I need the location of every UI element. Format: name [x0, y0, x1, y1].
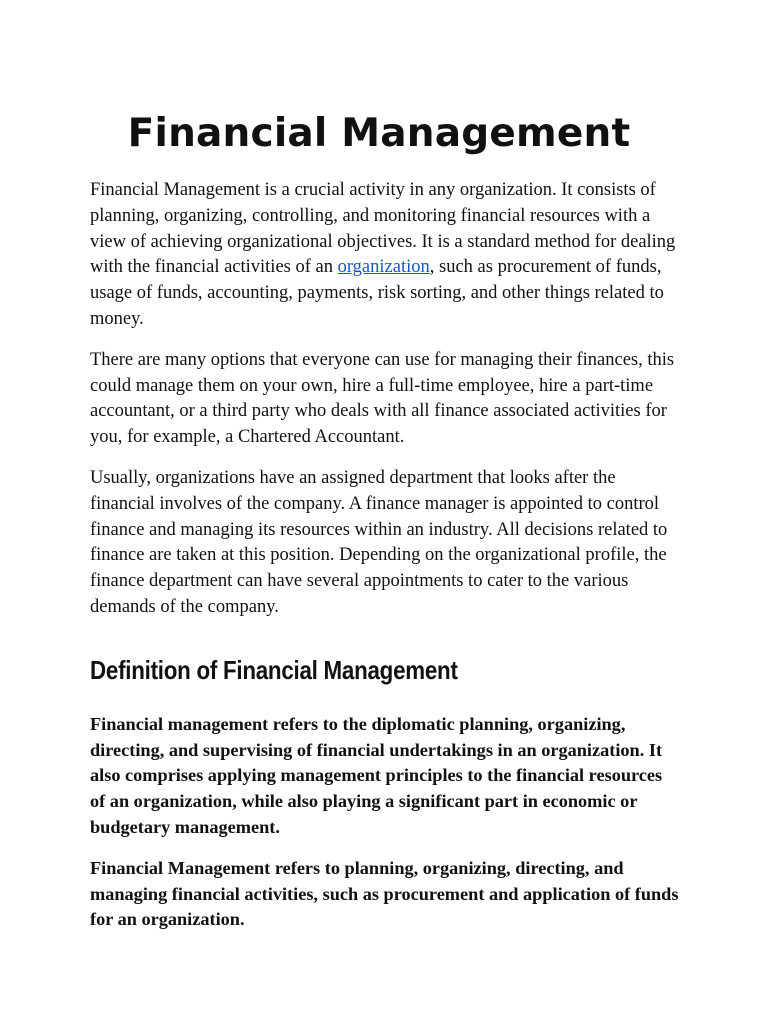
intro-paragraph [90, 178, 680, 333]
department-paragraph: Usually, organizations have an assigned department that looks after the financial involves of the company. A finance manager is appointed to control finance and managing its resources within an industry. All decisions related to finance are taken at this position. Depending on the organizational profile, the finance department can have several appointments to cater to the various demands of the company. [90, 467, 668, 617]
intro-text-before-link: Financial Management is a crucial activity in any organization. It consists of planning, organizing, controlling, and monitoring financial resources with a view of achieving organizational objectives. It is a standard method for dealing with the financial activities of an [90, 180, 676, 278]
definition-paragraph-2: Financial Management refers to planning, organizing, directing, and managing financial activities, such as procurement and application of funds for an organization. [90, 857, 679, 930]
page-title: Financial Management [127, 111, 631, 156]
intro-text-after-link: , such as procurement of funds, usage of funds, accounting, payments, risk sorting, and other things related to money. [90, 257, 664, 329]
definition-paragraph-1: Financial management refers to the diplomatic planning, organizing, directing, and supervising of financial undertakings in an organization. It also comprises applying management principles to the financial resources of an organization, while also playing a significant part in economic or budgetary management. [90, 713, 663, 837]
organization-link[interactable]: organization [337, 257, 430, 278]
section-heading: Definition of Financial Management [90, 654, 458, 685]
document-page [90, 0, 680, 933]
options-paragraph: There are many options that everyone can use for managing their finances, this could manage them on your own, hire a full-time employee, hire a part-time accountant, or a third party who deals with all finance associated activities for you, for example, a Chartered Accountant. [90, 349, 675, 448]
